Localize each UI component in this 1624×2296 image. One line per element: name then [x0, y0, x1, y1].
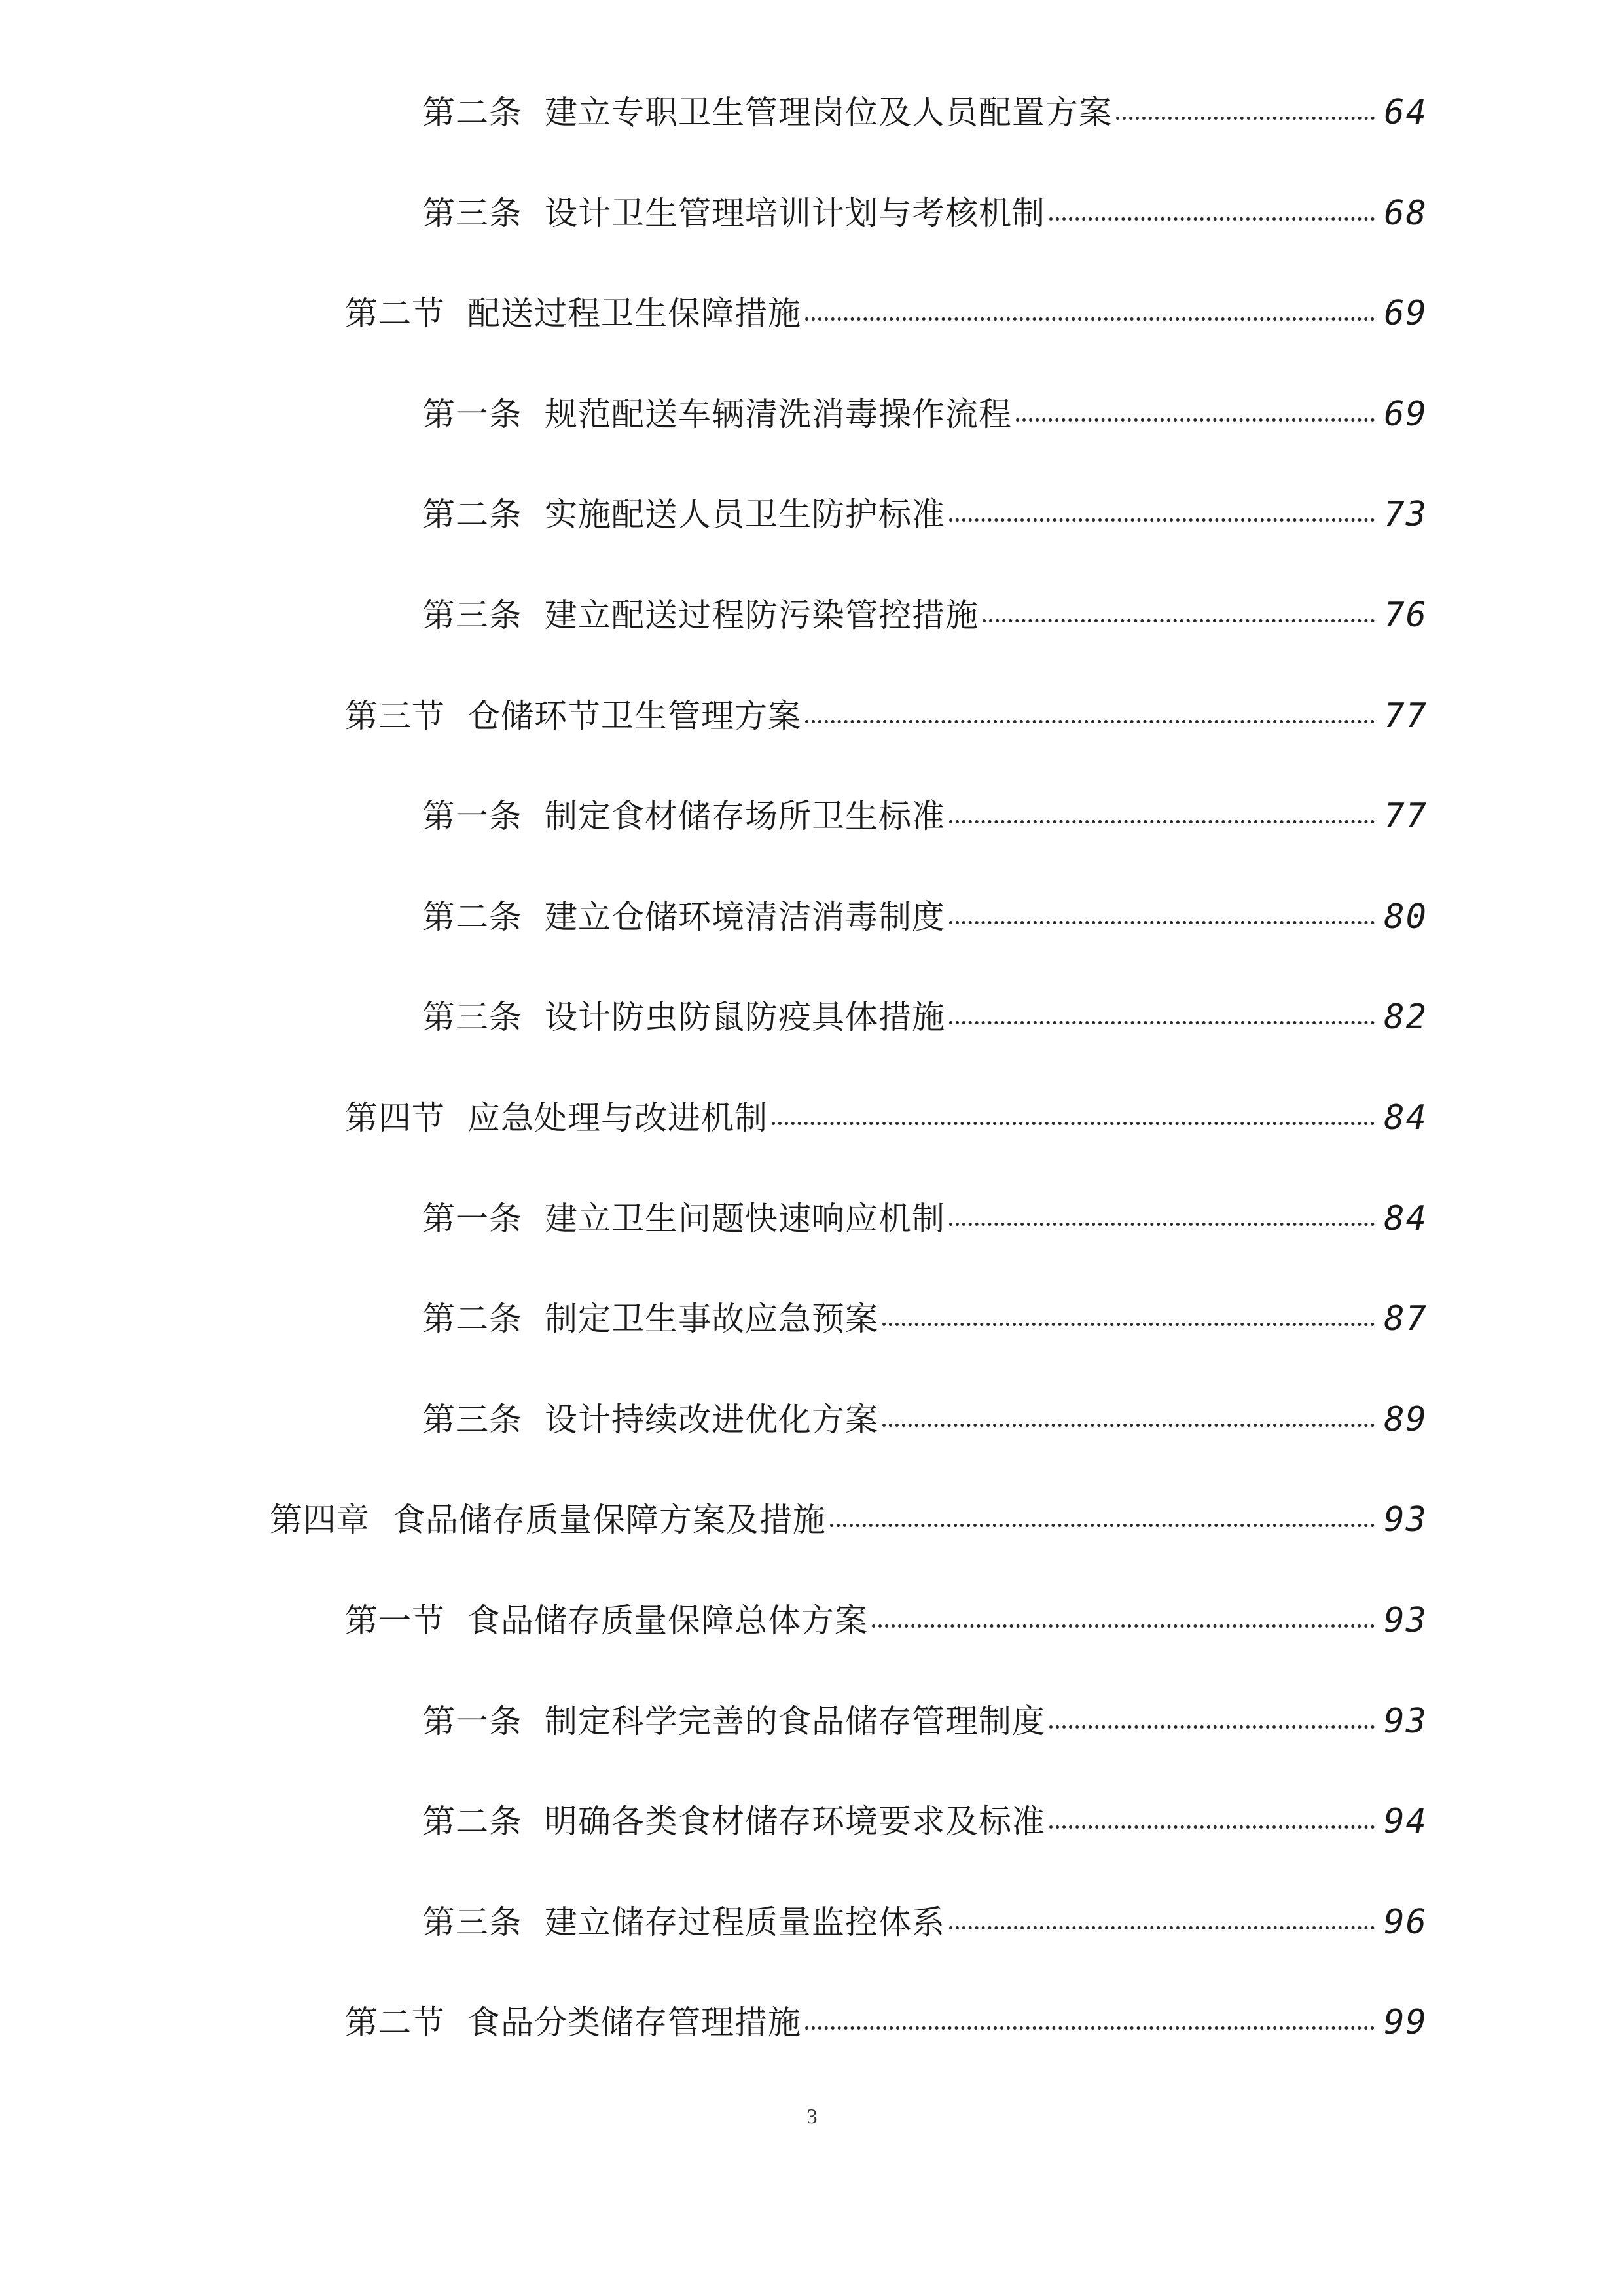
toc-entry-page: 84: [1384, 1098, 1428, 1138]
toc-entry-page: 64: [1384, 93, 1428, 132]
toc-leader-dots: [983, 619, 1375, 622]
toc-entry-label: 第四节: [345, 1099, 445, 1137]
toc-leader-dots: [1016, 418, 1375, 422]
toc-entry-label: 第二条: [422, 898, 522, 936]
page-number: 3: [806, 2104, 818, 2128]
toc-entry-page: 68: [1384, 194, 1428, 233]
toc-entry[interactable]: [422, 1802, 1428, 1841]
toc-entry-label: 第三条: [422, 998, 522, 1036]
toc-entry-title: 制定食材储存场所卫生标准: [545, 797, 945, 835]
toc-entry-label: 第一条: [422, 395, 522, 433]
toc-leader-dots: [772, 1122, 1375, 1125]
toc-leader-dots: [882, 1323, 1375, 1326]
toc-entry-title: 仓储环节卫生管理方案: [467, 697, 801, 735]
toc-entry-page: 87: [1384, 1299, 1428, 1338]
toc-entry[interactable]: [422, 194, 1428, 233]
toc-leader-dots: [882, 1424, 1375, 1427]
toc-entry-page: 84: [1384, 1199, 1428, 1238]
toc-entry-title: 明确各类食材储存环境要求及标准: [545, 1803, 1045, 1840]
toc-entry-label: 第四章: [270, 1501, 370, 1539]
toc-entry[interactable]: [422, 1702, 1428, 1741]
toc-entry-title: 制定卫生事故应急预案: [545, 1300, 878, 1338]
toc-entry[interactable]: [422, 1299, 1428, 1338]
toc-entry-title: 规范配送车辆清洗消毒操作流程: [545, 395, 1012, 433]
toc-entry[interactable]: [422, 797, 1428, 836]
toc-entry-label: 第二条: [422, 1300, 522, 1338]
toc-leader-dots: [805, 317, 1375, 321]
toc-entry[interactable]: [345, 294, 1428, 333]
toc-entry-title: 设计持续改进优化方案: [545, 1401, 878, 1439]
toc-leader-dots: [1049, 1725, 1375, 1729]
toc-entry-title: 建立仓储环境清洁消毒制度: [545, 898, 945, 936]
toc-entry-title: 设计防虫防鼠防疫具体措施: [545, 998, 945, 1036]
toc-entry-page: 93: [1384, 1601, 1428, 1640]
toc-entry-page: 93: [1384, 1702, 1428, 1741]
toc-entry[interactable]: [270, 1500, 1428, 1539]
toc-entry-page: 76: [1384, 596, 1428, 635]
toc-entry-title: 食品储存质量保障方案及措施: [392, 1501, 826, 1539]
toc-entry-title: 设计卫生管理培训计划与考核机制: [545, 194, 1045, 232]
toc-leader-dots: [949, 1223, 1375, 1226]
toc-entry-page: 99: [1384, 2003, 1428, 2042]
toc-entry[interactable]: [422, 395, 1428, 434]
toc-entry-title: 应急处理与改进机制: [467, 1099, 768, 1137]
toc-leader-dots: [1049, 1825, 1375, 1829]
toc-entry-label: 第二节: [345, 2003, 445, 2041]
toc-entry-title: 建立储存过程质量监控体系: [545, 1903, 945, 1941]
toc-entry-label: 第二条: [422, 94, 522, 132]
toc-leader-dots: [949, 1926, 1375, 1929]
toc-entry-title: 实施配送人员卫生防护标准: [545, 495, 945, 533]
toc-entry[interactable]: [422, 1199, 1428, 1238]
toc-entry-label: 第一条: [422, 1702, 522, 1740]
toc-entry[interactable]: [422, 93, 1428, 132]
toc-entry-page: 69: [1384, 395, 1428, 434]
toc-entry-page: 89: [1384, 1400, 1428, 1439]
toc-entry-label: 第一节: [345, 1602, 445, 1640]
toc-entry-page: 73: [1384, 495, 1428, 534]
toc-entry[interactable]: [345, 1098, 1428, 1138]
toc-entry-page: 82: [1384, 997, 1428, 1037]
toc-entry-title: 建立卫生问题快速响应机制: [545, 1200, 945, 1238]
toc-entry-label: 第二条: [422, 495, 522, 533]
toc-entry-label: 第三条: [422, 1903, 522, 1941]
toc-entry-page: 93: [1384, 1500, 1428, 1539]
toc-entry[interactable]: [345, 1601, 1428, 1640]
toc-entry-page: 96: [1384, 1903, 1428, 1942]
toc-entry-label: 第一条: [422, 797, 522, 835]
toc-entry-title: 建立专职卫生管理岗位及人员配置方案: [545, 94, 1112, 132]
toc-entry-title: 食品储存质量保障总体方案: [467, 1602, 868, 1640]
toc-entry-label: 第三条: [422, 596, 522, 634]
toc-entry[interactable]: [422, 596, 1428, 635]
toc-entry-title: 制定科学完善的食品储存管理制度: [545, 1702, 1045, 1740]
toc-entry-label: 第二条: [422, 1803, 522, 1840]
toc-leader-dots: [805, 720, 1375, 723]
toc-entry-title: 配送过程卫生保障措施: [467, 295, 801, 332]
toc-entry-page: 94: [1384, 1802, 1428, 1841]
toc-leader-dots: [1049, 217, 1375, 221]
toc-entry-title: 食品分类储存管理措施: [467, 2003, 801, 2041]
toc-leader-dots: [949, 1021, 1375, 1024]
toc-leader-dots: [872, 1624, 1375, 1628]
toc-entry[interactable]: [422, 997, 1428, 1037]
toc-leader-dots: [1116, 117, 1375, 120]
toc-entry-label: 第三条: [422, 1401, 522, 1439]
toc-entry-page: 77: [1384, 696, 1428, 736]
toc-leader-dots: [830, 1524, 1375, 1527]
toc-entry-page: 69: [1384, 294, 1428, 333]
toc-entry-title: 建立配送过程防污染管控措施: [545, 596, 979, 634]
toc-entry[interactable]: [422, 1903, 1428, 1942]
toc-leader-dots: [949, 820, 1375, 823]
toc-entry-label: 第三条: [422, 194, 522, 232]
toc-entry[interactable]: [422, 495, 1428, 534]
toc-entry[interactable]: [422, 1400, 1428, 1439]
toc-leader-dots: [805, 2026, 1375, 2030]
toc-entry[interactable]: [422, 897, 1428, 937]
toc-entry[interactable]: [345, 696, 1428, 736]
toc-leader-dots: [949, 921, 1375, 924]
toc-entry-label: 第二节: [345, 295, 445, 332]
toc-leader-dots: [949, 518, 1375, 522]
toc-entry[interactable]: [345, 2003, 1428, 2042]
toc-entry-page: 77: [1384, 797, 1428, 836]
toc-entry-label: 第一条: [422, 1200, 522, 1238]
toc-entry-page: 80: [1384, 897, 1428, 937]
toc-entry-label: 第三节: [345, 697, 445, 735]
